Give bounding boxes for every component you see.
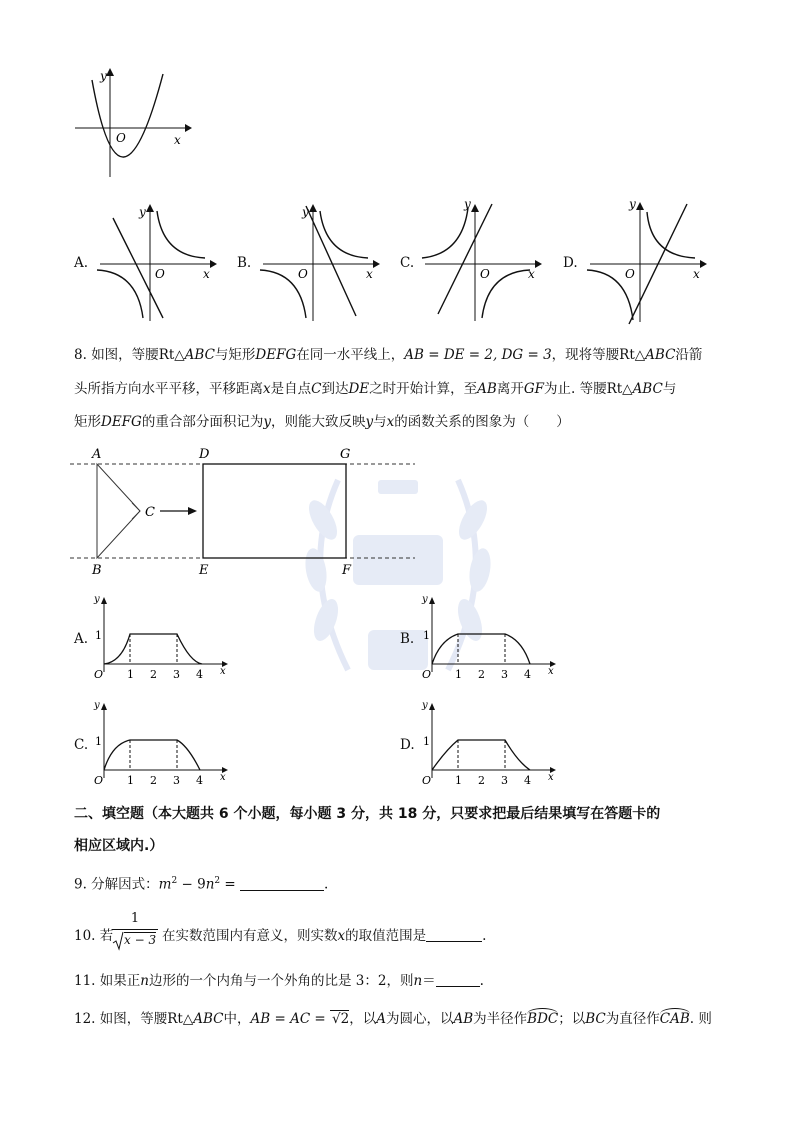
tick-label: 4 — [524, 668, 531, 681]
tick-label: 2 — [150, 668, 157, 681]
arc-cab: CAB — [660, 1008, 690, 1028]
axis-y-label: y — [139, 205, 146, 219]
tick-label: 4 — [196, 774, 203, 787]
origin-label: O — [94, 774, 104, 787]
axis-y-label: y — [302, 205, 309, 219]
axis-x-label: x — [220, 666, 226, 677]
point-d-label: D — [199, 447, 210, 462]
q7-option-b-label[interactable]: B. — [237, 255, 252, 271]
q9: 9. 分解因式：$m^2 - 9n^2$ = . — [74, 876, 329, 893]
quadratic-graph — [70, 62, 195, 182]
tick-label: 4 — [196, 668, 203, 681]
q7-option-a-label[interactable]: A. — [74, 255, 89, 271]
q8-figure — [70, 444, 420, 580]
tick-label: 1 — [455, 668, 462, 681]
q7-option-c-label[interactable]: C. — [400, 255, 415, 271]
axis-x-label: x — [528, 267, 535, 281]
axis-y-label: y — [94, 700, 100, 711]
tick-label: 1 — [455, 774, 462, 787]
q8-option-d-label[interactable]: D. — [400, 737, 415, 753]
q10-answer-blank[interactable] — [426, 927, 482, 942]
tick-label: 1 — [127, 668, 134, 681]
point-c-label: C — [145, 505, 155, 520]
q10-text: 在实数范围内有意义，则实数x的取值范围是 . — [162, 928, 487, 944]
tick-label: 2 — [478, 774, 485, 787]
origin-label: O — [422, 774, 432, 787]
q8-option-a-graph — [92, 592, 232, 682]
q7-option-c-graph — [420, 196, 545, 326]
section-heading-line-1: 二、填空题（本大题共 6 个小题，每小题 3 分，共 18 分，只要求把最后结果填写在答题卡的 — [74, 806, 661, 822]
origin-label: O — [94, 668, 104, 681]
q8-line-3: 矩形DEFG的重合部分面积记为y，则能大致反映y与x的函数关系的图象为（ ） — [74, 414, 570, 430]
tick-label: 3 — [501, 774, 508, 787]
q8-option-d-graph — [420, 698, 560, 788]
q11: 11. 如果正n边形的一个内角与一个外角的比是 3：2，则n＝ . — [74, 973, 484, 989]
tick-label: 2 — [150, 774, 157, 787]
q8-option-c-label[interactable]: C. — [74, 737, 89, 753]
q8-line-2: 头所指方向水平平移，平移距离x是自点C到达DE之时开始计算，至AB离开GF为止. 等腰Rt△ABC与 — [74, 381, 677, 397]
axis-x-label: x — [366, 267, 373, 281]
arc-bdc: BDC — [527, 1008, 558, 1028]
axis-y-label: y — [629, 197, 636, 211]
axis-x-label: x — [174, 133, 181, 147]
axis-x-label: x — [203, 267, 210, 281]
axis-y-label: y — [422, 700, 428, 711]
origin-label: O — [155, 267, 165, 281]
q10-fraction-den: x − 3 — [124, 933, 157, 947]
axis-x-label: x — [693, 267, 700, 281]
point-a-label: A — [92, 447, 102, 462]
q12: 12. 如图，等腰Rt△ABC中，AB = AC = √2，以A为圆心，以AB为半径作BDC；以BC为直径作CAB. 则 — [74, 1008, 712, 1028]
tick-label: 1 — [423, 629, 430, 642]
origin-label: O — [422, 668, 432, 681]
section-heading-line-2: 相应区域内.） — [74, 838, 164, 854]
origin-label: O — [480, 267, 490, 281]
q8-option-c-graph — [92, 698, 232, 788]
tick-label: 1 — [95, 629, 102, 642]
point-f-label: F — [342, 563, 352, 578]
axis-y-label: y — [94, 594, 100, 605]
q8-condition: AB = DE = 2, DG = 3 — [404, 347, 552, 363]
point-b-label: B — [92, 563, 102, 578]
tick-label: 1 — [423, 735, 430, 748]
origin-label: O — [298, 267, 308, 281]
tick-label: 1 — [127, 774, 134, 787]
q10-pre: 10. 若 — [74, 928, 114, 944]
tick-label: 3 — [173, 774, 180, 787]
q7-option-d-label[interactable]: D. — [563, 255, 578, 271]
q8-line-1: 8. 如图，等腰Rt△ABC与矩形DEFG在同一水平线上，AB = DE = 2, DG = 3，现将等腰Rt△ABC沿箭 — [74, 347, 703, 363]
axis-x-label: x — [548, 772, 554, 783]
q9-answer-blank[interactable] — [240, 876, 324, 891]
axis-y-label: y — [464, 197, 471, 211]
axis-x-label: x — [548, 666, 554, 677]
axis-y-label: y — [100, 69, 107, 83]
sqrt-icon — [112, 931, 124, 951]
q8-option-b-graph — [420, 592, 560, 682]
tick-label: 4 — [524, 774, 531, 787]
q7-option-d-graph — [585, 194, 710, 326]
tick-label: 1 — [95, 735, 102, 748]
q10-fraction-num: 1 — [130, 911, 140, 926]
axis-x-label: x — [220, 772, 226, 783]
origin-label: O — [116, 131, 126, 145]
tick-label: 3 — [501, 668, 508, 681]
q7-option-b-graph — [258, 196, 383, 326]
q11-answer-blank[interactable] — [436, 972, 480, 987]
q8-option-a-label[interactable]: A. — [74, 631, 89, 647]
point-e-label: E — [199, 563, 209, 578]
point-g-label: G — [340, 447, 351, 462]
origin-label: O — [625, 267, 635, 281]
axis-y-label: y — [422, 594, 428, 605]
tick-label: 3 — [173, 668, 180, 681]
tick-label: 2 — [478, 668, 485, 681]
q7-option-a-graph — [95, 196, 220, 326]
q8-option-b-label[interactable]: B. — [400, 631, 415, 647]
